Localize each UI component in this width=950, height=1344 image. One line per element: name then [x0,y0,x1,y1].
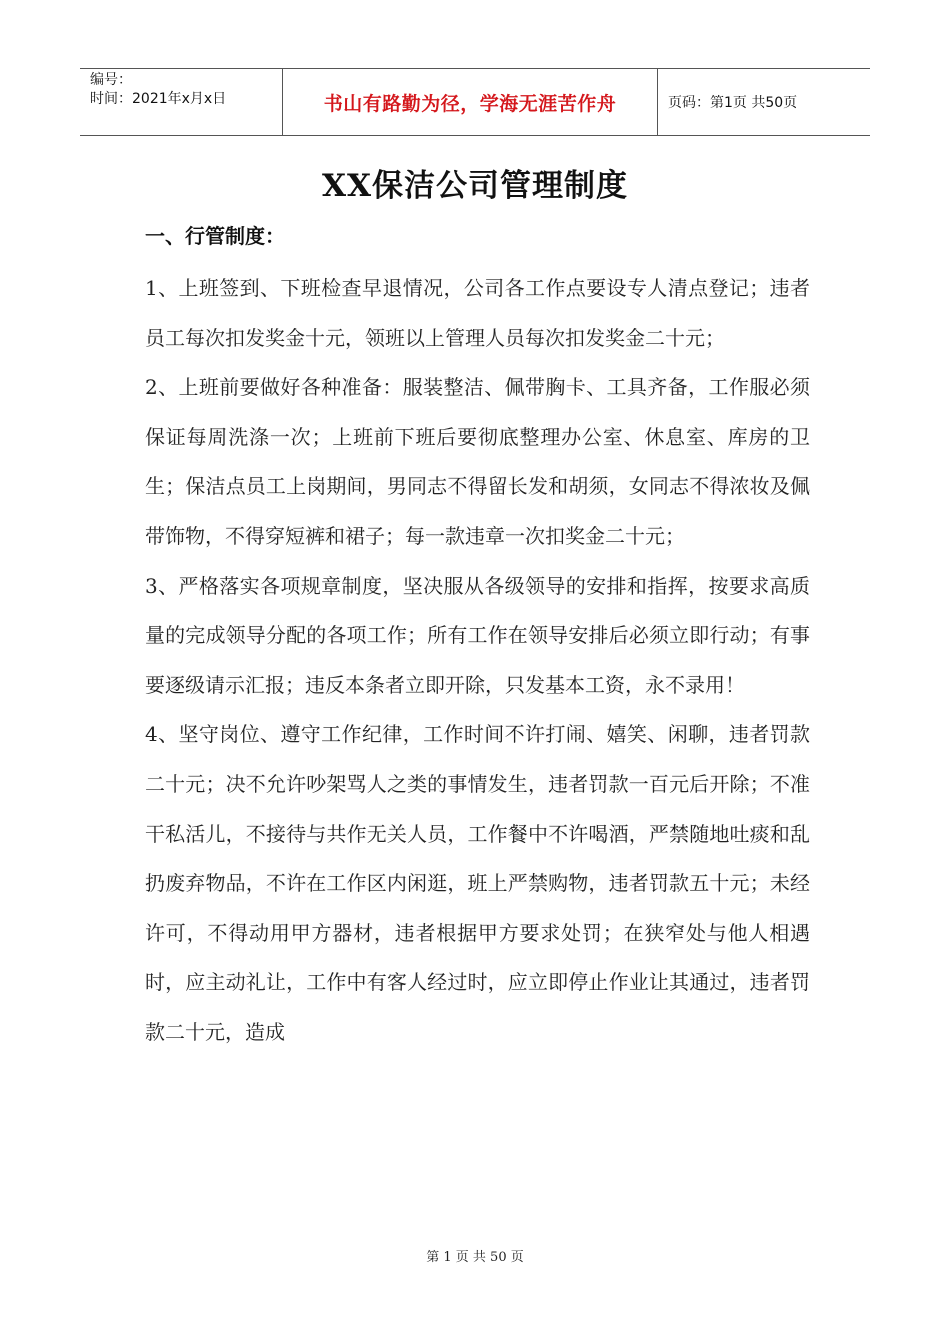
header-motto: 书山有路勤为径，学海无涯苦作舟 [282,69,658,135]
paragraph-3: 3、严格落实各项规章制度，坚决服从各级领导的安排和指挥，按要求高质量的完成领导分配的各项工作；所有工作在领导安排后必须立即行动；有事要逐级请示汇报；违反本条者立即开除，只发基本工资，永不录用！ [145,573,810,697]
time-label: 时间：2021年x月x日 [90,91,227,107]
document-header [80,68,870,136]
paragraph-1: 1、上班签到、下班检查早退情况，公司各工作点要设专人清点登记；违者员工每次扣发奖金十元，领班以上管理人员每次扣发奖金二十元； [145,276,810,350]
page-footer: 第 1 页 共 50 页 [426,1250,524,1265]
paragraph-4: 4、坚守岗位、遵守工作纪律，工作时间不许打闹、嬉笑、闲聊，违者罚款二十元；决不允许吵架骂人之类的事情发生，违者罚款一百元后开除；不准干私活儿，不接待与共作无关人员，工作餐中不许喝酒，严禁随地吐痰和乱扔废弃物品，不许在工作区内闲逛，班上严禁购物，违者罚款五十元；未经许可，不得动用甲方器材，违者根据甲方要求处罚；在狭窄处与他人相遇时，应主动礼让，工作中有客人经过时，应立即停止作业让其通过，违者罚款二十元，造成 [145,722,810,1044]
document-body [145,218,810,1058]
document-title: XX保洁公司管理制度 [321,168,629,204]
section-heading: 一、行管制度： [145,224,285,248]
paragraph-2: 2、上班前要做好各种准备：服装整洁、佩带胸卡、工具齐备，工作服必须保证每周洗涤一次；上班前下班后要彻底整理办公室、休息室、库房的卫生；保洁点员工上岗期间，男同志不得留长发和胡须，女同志不得浓妆及佩带饰物，不得穿短裤和裙子；每一款违章一次扣奖金二十元； [145,375,810,548]
header-meta [80,69,282,135]
number-label: 编号： [90,72,132,88]
header-page-info: 页码：第1页 共50页 [668,95,798,111]
